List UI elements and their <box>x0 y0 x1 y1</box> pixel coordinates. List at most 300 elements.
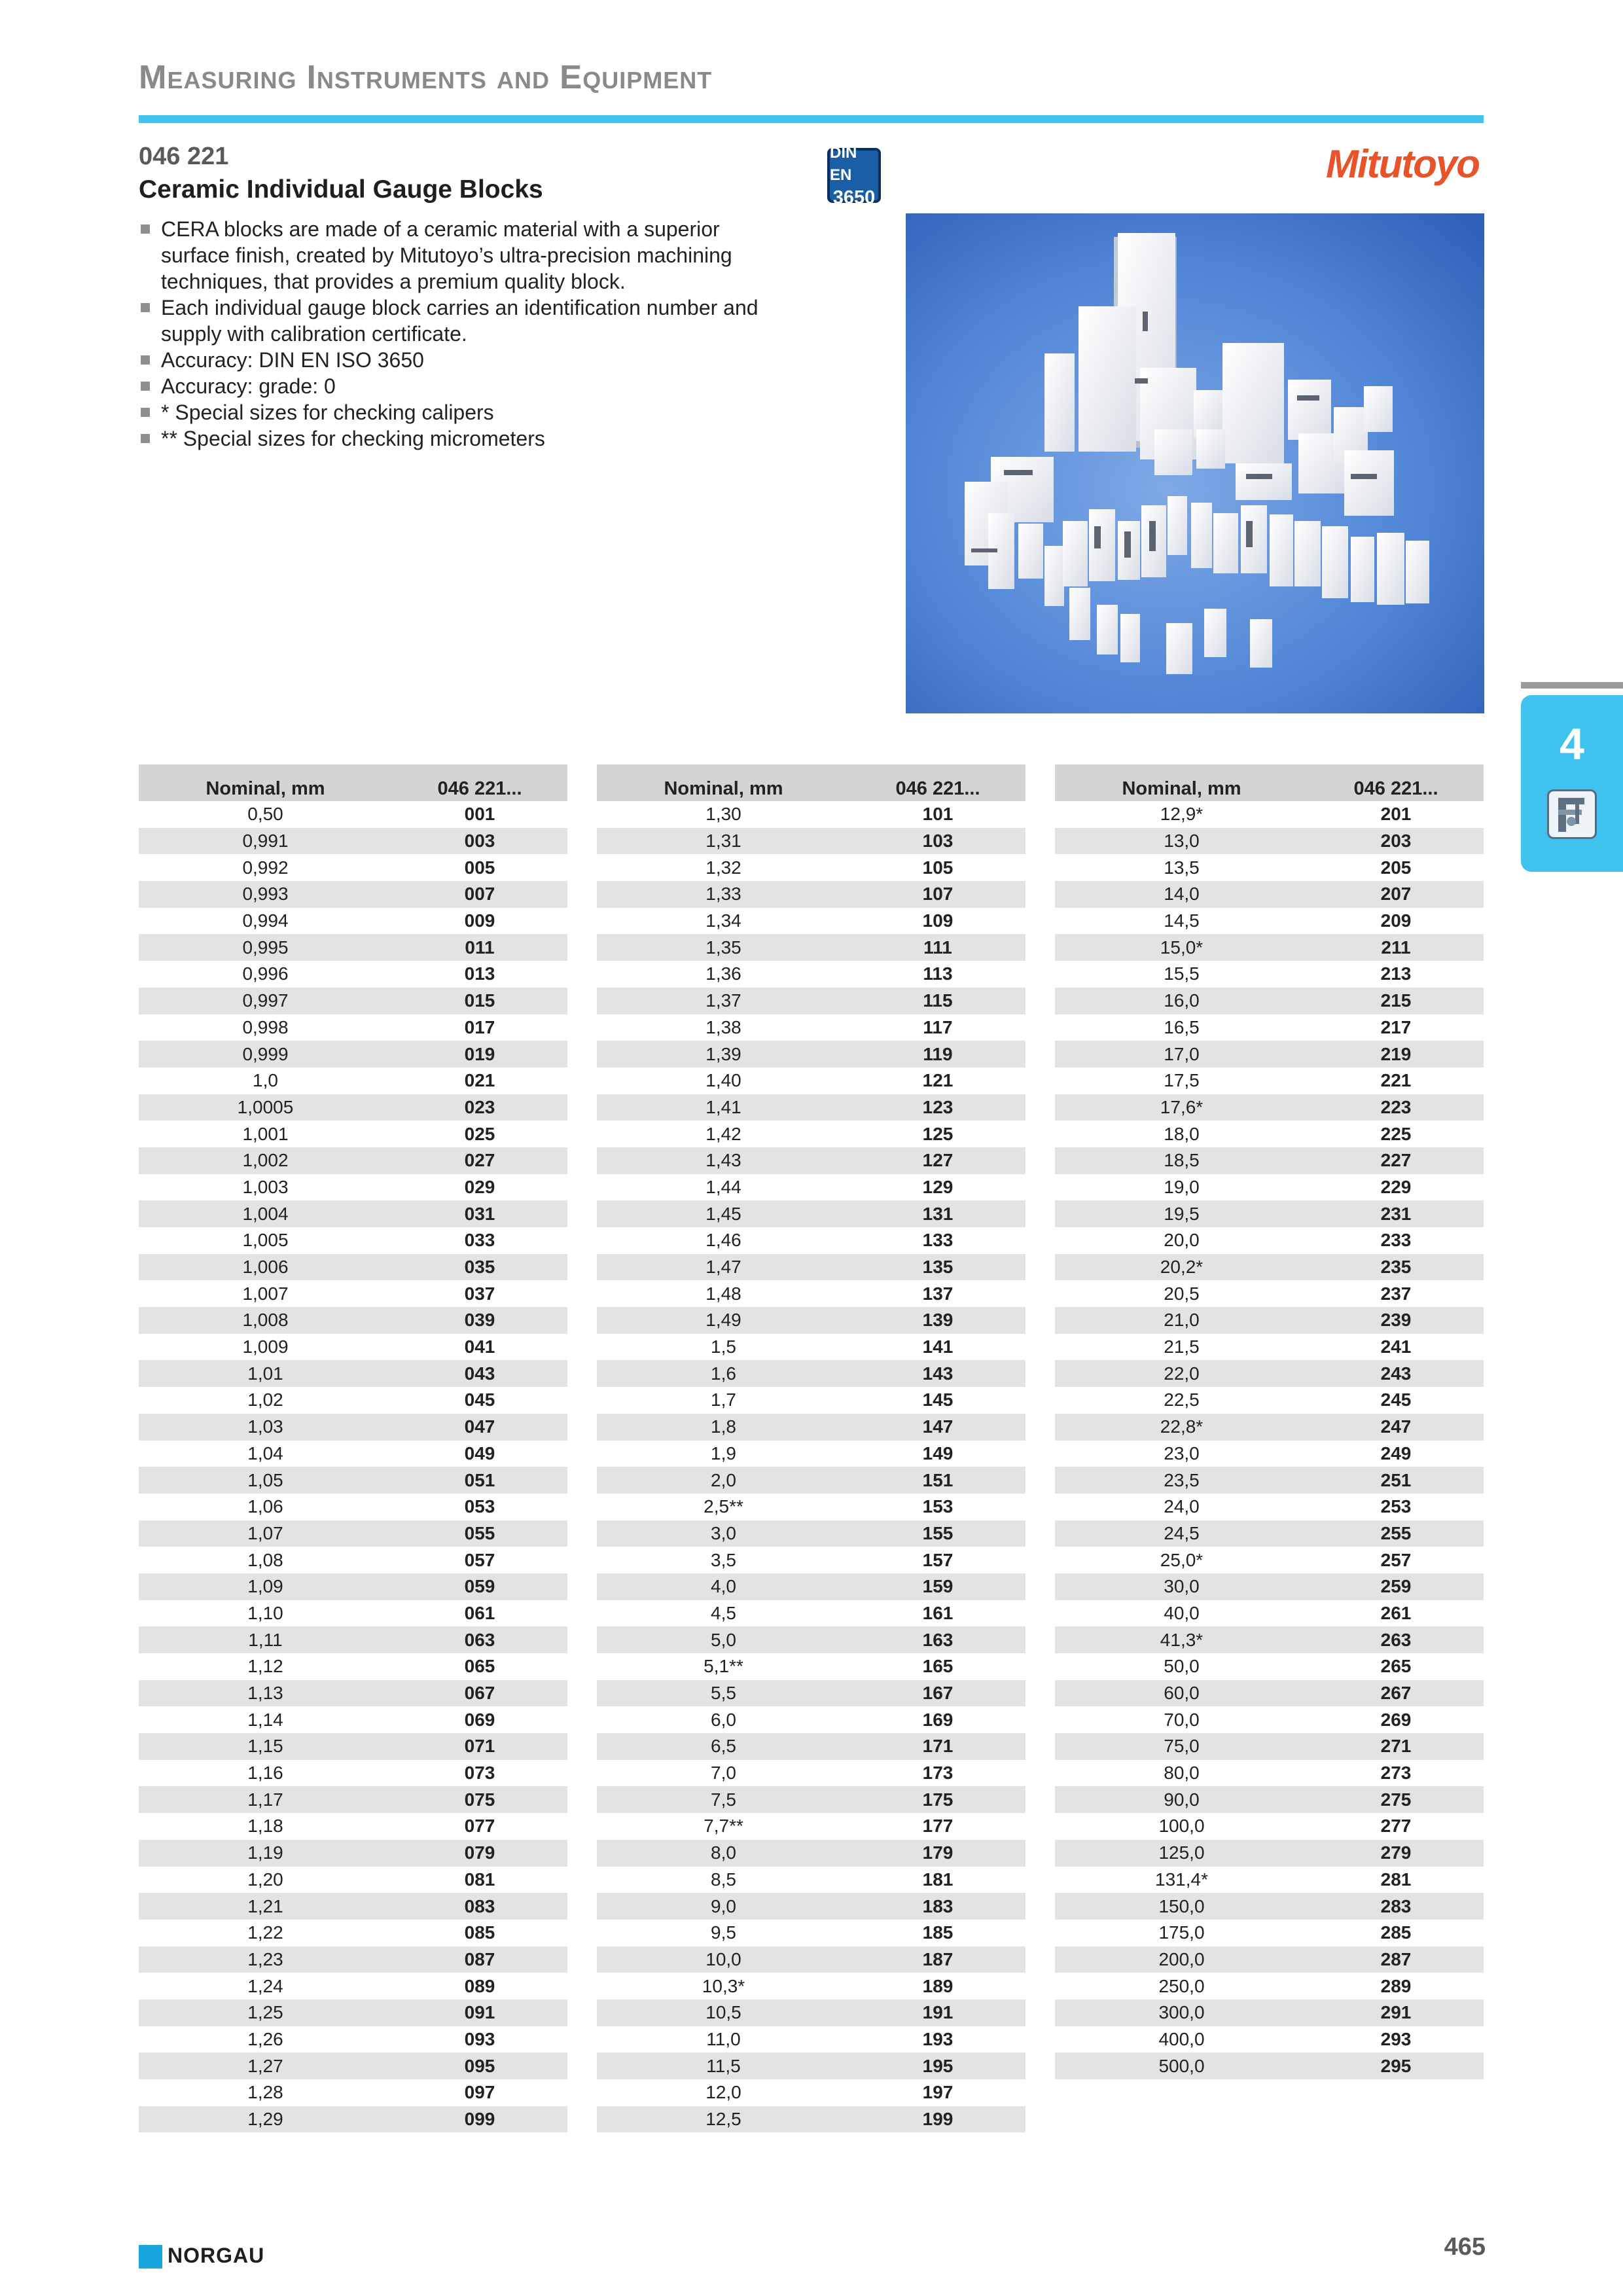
order-code-cell: 225 <box>1380 1123 1412 1144</box>
nominal-size-cell: 24,5 <box>1055 1520 1308 1547</box>
table-row <box>139 2000 567 2026</box>
nominal-size-cell: 1,01 <box>139 1360 392 1387</box>
table-row <box>597 2000 1026 2026</box>
page-number: 465 <box>1444 2233 1486 2261</box>
order-code-cell: 193 <box>922 2028 954 2049</box>
gauge-blocks-photo <box>906 213 1484 713</box>
nominal-size-cell: 175,0 <box>1158 1922 1205 1943</box>
nominal-size-cell: 1,21 <box>139 1893 392 1920</box>
nominal-size-cell: 1,15 <box>139 1733 392 1760</box>
table-row <box>597 801 1026 828</box>
nominal-size-cell: 1,006 <box>139 1254 392 1281</box>
table-row <box>597 2026 1026 2053</box>
table-row <box>597 1200 1026 1227</box>
order-code-cell: 255 <box>1308 1520 1484 1547</box>
table-row <box>139 1706 567 1733</box>
table-row <box>139 1867 567 1893</box>
order-code-cell: 081 <box>464 1869 495 1890</box>
nominal-size-cell: 90,0 <box>1055 1786 1308 1813</box>
table-row <box>1055 1441 1484 1467</box>
size-table-1 <box>139 764 567 2132</box>
order-code-cell: 061 <box>464 1602 495 1623</box>
order-code-cell: 147 <box>850 1414 1026 1441</box>
table-row <box>139 1494 567 1520</box>
table-row <box>139 908 567 935</box>
nominal-size-cell: 14,0 <box>1055 881 1308 908</box>
table-row <box>597 934 1026 961</box>
order-code-cell: 209 <box>1380 910 1412 931</box>
nominal-size-cell: 0,995 <box>139 934 392 961</box>
order-code-cell: 071 <box>392 1733 567 1760</box>
table-row <box>597 1041 1026 1067</box>
page-section-title: Measuring Instruments and Equipment <box>139 58 713 96</box>
nominal-size-cell: 24,0 <box>1164 1496 1200 1517</box>
nominal-size-cell: 12,0 <box>705 2082 741 2103</box>
table-row <box>139 1600 567 1627</box>
column-header-code: 046 221... <box>850 764 1026 801</box>
footer-brand: NORGAU <box>168 2244 265 2267</box>
nominal-size-cell: 1,11 <box>139 1626 392 1653</box>
table-row <box>139 1467 567 1494</box>
nominal-size-cell: 1,44 <box>705 1176 741 1197</box>
order-code-cell: 023 <box>392 1094 567 1121</box>
nominal-size-cell: 0,997 <box>139 988 392 1014</box>
order-code-cell: 003 <box>392 828 567 855</box>
nominal-size-cell: 8,0 <box>597 1840 850 1867</box>
table-row <box>139 1786 567 1813</box>
table-row <box>597 1520 1026 1547</box>
nominal-size-cell: 11,0 <box>706 2028 741 2049</box>
nominal-size-cell: 12,9* <box>1160 804 1204 825</box>
table-row <box>597 1626 1026 1653</box>
table-row <box>597 1840 1026 1867</box>
nominal-size-cell: 1,17 <box>139 1786 392 1813</box>
order-code-cell: 125 <box>922 1123 954 1144</box>
feature-list <box>139 216 793 452</box>
nominal-size-cell: 60,0 <box>1055 1680 1308 1707</box>
order-code-cell: 217 <box>1380 1016 1412 1037</box>
order-code-cell: 251 <box>1308 1467 1484 1494</box>
nominal-size-cell: 1,48 <box>705 1283 741 1304</box>
nominal-size-cell: 10,5 <box>597 2000 850 2026</box>
table-row <box>597 1600 1026 1627</box>
nominal-size-cell: 1,29 <box>139 2106 392 2133</box>
nominal-size-cell: 1,37 <box>597 988 850 1014</box>
order-code-cell: 281 <box>1380 1869 1412 1890</box>
order-code-cell: 187 <box>850 1946 1026 1973</box>
order-code-cell: 019 <box>392 1041 567 1067</box>
nominal-size-cell: 0,993 <box>139 881 392 908</box>
nominal-size-cell: 1,03 <box>139 1414 392 1441</box>
order-code-cell: 031 <box>392 1200 567 1227</box>
nominal-size-cell: 1,28 <box>247 2082 283 2103</box>
table-row <box>597 1387 1026 1414</box>
table-row <box>1055 1067 1484 1094</box>
table-row <box>597 2079 1026 2106</box>
table-row <box>1055 1094 1484 1121</box>
order-code-cell: 243 <box>1308 1360 1484 1387</box>
order-code-cell: 009 <box>464 910 495 931</box>
nominal-size-cell: 1,23 <box>139 1946 392 1973</box>
nominal-size-cell: 1,14 <box>247 1709 283 1730</box>
table-row <box>1055 1200 1484 1227</box>
nominal-size-cell: 250,0 <box>1158 1975 1205 1996</box>
order-code-cell: 279 <box>1308 1840 1484 1867</box>
table-row <box>597 1867 1026 1893</box>
nominal-size-cell: 150,0 <box>1055 1893 1308 1920</box>
nominal-size-cell: 1,19 <box>139 1840 392 1867</box>
order-code-cell: 117 <box>923 1016 953 1037</box>
order-code-cell: 169 <box>922 1709 954 1730</box>
table-row <box>1055 1733 1484 1760</box>
nominal-size-cell: 14,5 <box>1164 910 1200 931</box>
nominal-size-cell: 400,0 <box>1158 2028 1205 2049</box>
nominal-size-cell: 0,996 <box>242 963 289 984</box>
table-row <box>139 1387 567 1414</box>
order-code-cell: 085 <box>464 1922 495 1943</box>
order-code-cell: 013 <box>464 963 495 984</box>
nominal-size-cell: 1,33 <box>597 881 850 908</box>
table-row <box>1055 1813 1484 1840</box>
nominal-size-cell: 17,0 <box>1055 1041 1308 1067</box>
nominal-size-cell: 1,18 <box>247 1816 283 1837</box>
nominal-size-cell: 20,5 <box>1164 1283 1200 1304</box>
nominal-size-cell: 1,7 <box>711 1390 736 1410</box>
order-code-cell: 139 <box>850 1307 1026 1334</box>
order-code-cell: 249 <box>1380 1443 1412 1463</box>
table-row <box>139 961 567 988</box>
order-code-cell: 179 <box>850 1840 1026 1867</box>
order-code-cell: 197 <box>922 2082 954 2103</box>
table-row <box>1055 1174 1484 1201</box>
nominal-size-cell: 19,5 <box>1055 1200 1308 1227</box>
order-code-cell: 285 <box>1380 1922 1412 1943</box>
order-code-cell: 033 <box>464 1230 495 1251</box>
nominal-size-cell: 1,27 <box>139 2053 392 2079</box>
table-row <box>1055 1520 1484 1547</box>
order-code-cell: 141 <box>922 1336 954 1357</box>
order-code-cell: 289 <box>1380 1975 1412 1996</box>
table-row <box>597 1067 1026 1094</box>
nominal-size-cell: 1,46 <box>705 1230 741 1251</box>
order-code-cell: 237 <box>1380 1283 1412 1304</box>
table-row <box>1055 1360 1484 1387</box>
table-row <box>139 881 567 908</box>
nominal-size-cell: 4,0 <box>597 1573 850 1600</box>
nominal-size-cell: 1,24 <box>247 1975 283 1996</box>
order-code-cell: 017 <box>464 1016 495 1037</box>
table-row <box>1055 934 1484 961</box>
nominal-size-cell: 1,31 <box>597 828 850 855</box>
order-code-cell: 053 <box>464 1496 495 1517</box>
table-row <box>1055 1920 1484 1946</box>
table-row <box>1055 1600 1484 1627</box>
table-row <box>139 1334 567 1361</box>
table-row <box>139 801 567 828</box>
order-code-cell: 143 <box>850 1360 1026 1387</box>
bullet-square-icon <box>141 434 150 443</box>
nominal-size-cell: 100,0 <box>1158 1816 1205 1837</box>
nominal-size-cell: 2,5** <box>704 1496 743 1517</box>
table-row <box>139 1280 567 1307</box>
table-row <box>139 934 567 961</box>
order-code-cell: 229 <box>1380 1176 1412 1197</box>
table-row <box>139 1973 567 2000</box>
order-code-cell: 103 <box>850 828 1026 855</box>
table-row <box>139 1174 567 1201</box>
nominal-size-cell: 2,0 <box>597 1467 850 1494</box>
table-row <box>1055 1467 1484 1494</box>
order-code-cell: 021 <box>464 1070 495 1091</box>
nominal-size-cell: 1,40 <box>705 1070 741 1091</box>
table-row <box>597 828 1026 855</box>
order-code-cell: 045 <box>464 1390 495 1410</box>
din-badge-bottom: 3650 <box>832 187 876 208</box>
nominal-size-cell: 7,0 <box>711 1763 736 1784</box>
table-row <box>1055 2026 1484 2053</box>
nominal-size-cell: 5,0 <box>597 1626 850 1653</box>
table-row <box>1055 988 1484 1014</box>
order-code-cell: 283 <box>1308 1893 1484 1920</box>
nominal-size-cell: 41,3* <box>1055 1626 1308 1653</box>
order-code-cell: 287 <box>1308 1946 1484 1973</box>
order-code-cell: 001 <box>464 804 495 825</box>
table-row <box>597 1121 1026 1147</box>
order-code-cell: 069 <box>464 1709 495 1730</box>
column-header-code: 046 221... <box>392 764 567 801</box>
nominal-size-cell: 21,5 <box>1164 1336 1200 1357</box>
nominal-size-cell: 1,47 <box>597 1254 850 1281</box>
norgau-logo-square <box>139 2245 162 2269</box>
table-row <box>1055 1334 1484 1361</box>
order-code-cell: 161 <box>922 1602 954 1623</box>
mitutoyo-logo: Mitutoyo <box>1326 142 1479 186</box>
order-code-cell: 067 <box>392 1680 567 1707</box>
table-row <box>1055 1041 1484 1067</box>
table-row <box>597 1813 1026 1840</box>
order-code-cell: 269 <box>1380 1709 1412 1730</box>
feature-item: * Special sizes for checking calipers <box>139 399 793 425</box>
table-row <box>597 908 1026 935</box>
nominal-size-cell: 3,5 <box>711 1549 736 1570</box>
order-code-cell: 173 <box>922 1763 954 1784</box>
nominal-size-cell: 500,0 <box>1055 2053 1308 2079</box>
order-code-cell: 059 <box>392 1573 567 1600</box>
nominal-size-cell: 125,0 <box>1055 1840 1308 1867</box>
nominal-size-cell: 1,008 <box>139 1307 392 1334</box>
table-row <box>139 1200 567 1227</box>
order-code-cell: 027 <box>392 1147 567 1174</box>
order-code-cell: 247 <box>1308 1414 1484 1441</box>
order-code-cell: 195 <box>850 2053 1026 2079</box>
order-code-cell: 171 <box>850 1733 1026 1760</box>
order-code-cell: 137 <box>922 1283 954 1304</box>
table-row <box>597 1174 1026 1201</box>
table-row <box>1055 854 1484 881</box>
table-row <box>597 1653 1026 1680</box>
feature-item: Accuracy: grade: 0 <box>139 373 793 399</box>
nominal-size-cell: 1,43 <box>597 1147 850 1174</box>
nominal-size-cell: 1,007 <box>242 1283 289 1304</box>
order-code-cell: 291 <box>1308 2000 1484 2026</box>
order-code-cell: 109 <box>922 910 954 931</box>
table-row <box>139 1041 567 1067</box>
table-row <box>1055 1573 1484 1600</box>
table-row <box>1055 1254 1484 1281</box>
order-code-cell: 159 <box>850 1573 1026 1600</box>
order-code-cell: 235 <box>1308 1254 1484 1281</box>
table-row <box>597 1946 1026 1973</box>
order-code-cell: 035 <box>392 1254 567 1281</box>
nominal-size-cell: 70,0 <box>1164 1709 1200 1730</box>
nominal-size-cell: 19,0 <box>1164 1176 1200 1197</box>
nominal-size-cell: 0,998 <box>242 1016 289 1037</box>
nominal-size-cell: 18,0 <box>1164 1123 1200 1144</box>
nominal-size-cell: 1,0 <box>253 1070 278 1091</box>
nominal-size-cell: 1,001 <box>242 1123 289 1144</box>
table-row <box>597 1706 1026 1733</box>
table-row <box>597 1893 1026 1920</box>
order-code-cell: 155 <box>850 1520 1026 1547</box>
table-row <box>597 1467 1026 1494</box>
table-row <box>597 1760 1026 1787</box>
column-header-nominal: Nominal, mm <box>1055 764 1308 801</box>
table-row <box>597 1307 1026 1334</box>
nominal-size-cell: 1,5 <box>711 1336 736 1357</box>
table-row <box>1055 1973 1484 2000</box>
order-code-cell: 231 <box>1308 1200 1484 1227</box>
nominal-size-cell: 6,5 <box>597 1733 850 1760</box>
bullet-square-icon <box>141 382 150 391</box>
table-row <box>139 1227 567 1254</box>
table-row <box>597 1414 1026 1441</box>
nominal-size-cell: 9,0 <box>597 1893 850 1920</box>
nominal-size-cell: 13,5 <box>1164 857 1200 878</box>
order-code-cell: 131 <box>850 1200 1026 1227</box>
order-code-cell: 205 <box>1380 857 1412 878</box>
nominal-size-cell: 1,04 <box>247 1443 283 1463</box>
order-code-cell: 039 <box>392 1307 567 1334</box>
table-row <box>1055 801 1484 828</box>
nominal-size-cell: 15,5 <box>1164 963 1200 984</box>
order-code-cell: 119 <box>850 1041 1026 1067</box>
order-code-cell: 099 <box>392 2106 567 2133</box>
nominal-size-cell: 1,49 <box>597 1307 850 1334</box>
table-row <box>1055 1547 1484 1573</box>
bullet-square-icon <box>141 303 150 312</box>
order-code-cell: 063 <box>392 1626 567 1653</box>
nominal-size-cell: 22,5 <box>1164 1390 1200 1410</box>
nominal-size-cell: 1,0005 <box>139 1094 392 1121</box>
order-code-cell: 185 <box>922 1922 954 1943</box>
table-row <box>597 1147 1026 1174</box>
nominal-size-cell: 1,10 <box>247 1602 283 1623</box>
table-row <box>1055 881 1484 908</box>
table-row <box>1055 828 1484 855</box>
nominal-size-cell: 13,0 <box>1055 828 1308 855</box>
order-code-cell: 275 <box>1308 1786 1484 1813</box>
nominal-size-cell: 9,5 <box>711 1922 736 1943</box>
nominal-size-cell: 11,5 <box>597 2053 850 2079</box>
nominal-size-cell: 10,3* <box>702 1975 745 1996</box>
table-row <box>139 1441 567 1467</box>
order-code-cell: 015 <box>392 988 567 1014</box>
table-row <box>597 1733 1026 1760</box>
order-code-cell: 277 <box>1380 1816 1412 1837</box>
table-row <box>139 2053 567 2079</box>
order-code-cell: 091 <box>392 2000 567 2026</box>
order-code-cell: 175 <box>850 1786 1026 1813</box>
nominal-size-cell: 1,13 <box>139 1680 392 1707</box>
table-row <box>597 1547 1026 1573</box>
order-code-cell: 257 <box>1380 1549 1412 1570</box>
nominal-size-cell: 0,992 <box>242 857 289 878</box>
order-code-cell: 207 <box>1308 881 1484 908</box>
table-row <box>597 1494 1026 1520</box>
feature-item: Each individual gauge block carries an identification number and supply with calibration certificate. <box>139 295 793 347</box>
nominal-size-cell: 0,991 <box>139 828 392 855</box>
order-code-cell: 211 <box>1308 934 1484 961</box>
nominal-size-cell: 1,41 <box>597 1094 850 1121</box>
nominal-size-cell: 1,07 <box>139 1520 392 1547</box>
table-row <box>597 1094 1026 1121</box>
table-row <box>597 1920 1026 1946</box>
nominal-size-cell: 80,0 <box>1164 1763 1200 1784</box>
table-row <box>597 988 1026 1014</box>
feature-item: Accuracy: DIN EN ISO 3650 <box>139 347 793 373</box>
order-code-cell: 065 <box>464 1656 495 1677</box>
table-row <box>139 1547 567 1573</box>
order-code-cell: 097 <box>464 2082 495 2103</box>
order-code-cell: 293 <box>1380 2028 1412 2049</box>
order-code-cell: 007 <box>392 881 567 908</box>
header-rule <box>139 115 1484 123</box>
order-code-cell: 263 <box>1308 1626 1484 1653</box>
side-tab-rule <box>1521 682 1623 689</box>
table-row <box>1055 1414 1484 1441</box>
table-row <box>139 988 567 1014</box>
table-row <box>139 1573 567 1600</box>
nominal-size-cell: 1,26 <box>247 2028 283 2049</box>
order-code-cell: 077 <box>464 1816 495 1837</box>
table-row <box>139 1147 567 1174</box>
order-code-cell: 121 <box>922 1070 954 1091</box>
column-header-nominal: Nominal, mm <box>139 764 392 801</box>
table-row <box>139 828 567 855</box>
nominal-size-cell: 23,0 <box>1164 1443 1200 1463</box>
order-code-cell: 095 <box>392 2053 567 2079</box>
din-badge-top: DIN EN <box>830 144 857 184</box>
table-row <box>1055 2000 1484 2026</box>
nominal-size-cell: 1,32 <box>705 857 741 878</box>
nominal-size-cell: 1,36 <box>705 963 741 984</box>
din-en-badge <box>827 144 881 208</box>
table-row <box>597 2106 1026 2133</box>
order-code-cell: 123 <box>850 1094 1026 1121</box>
order-code-cell: 177 <box>922 1816 954 1837</box>
order-code-cell: 259 <box>1308 1573 1484 1600</box>
feature-item: CERA blocks are made of a ceramic material with a superior surface finish, created by Mitutoyo’s ultra-precision machining techniques, that provides a premium quality block. <box>139 216 793 295</box>
table-row <box>1055 1227 1484 1254</box>
order-code-cell: 183 <box>850 1893 1026 1920</box>
order-code-cell: 273 <box>1380 1763 1412 1784</box>
table-row <box>139 1307 567 1334</box>
product-code: 046 221 <box>139 143 229 170</box>
table-row <box>139 1760 567 1787</box>
nominal-size-cell: 1,05 <box>139 1467 392 1494</box>
product-title: Ceramic Individual Gauge Blocks <box>139 175 543 204</box>
order-code-cell: 181 <box>922 1869 954 1890</box>
